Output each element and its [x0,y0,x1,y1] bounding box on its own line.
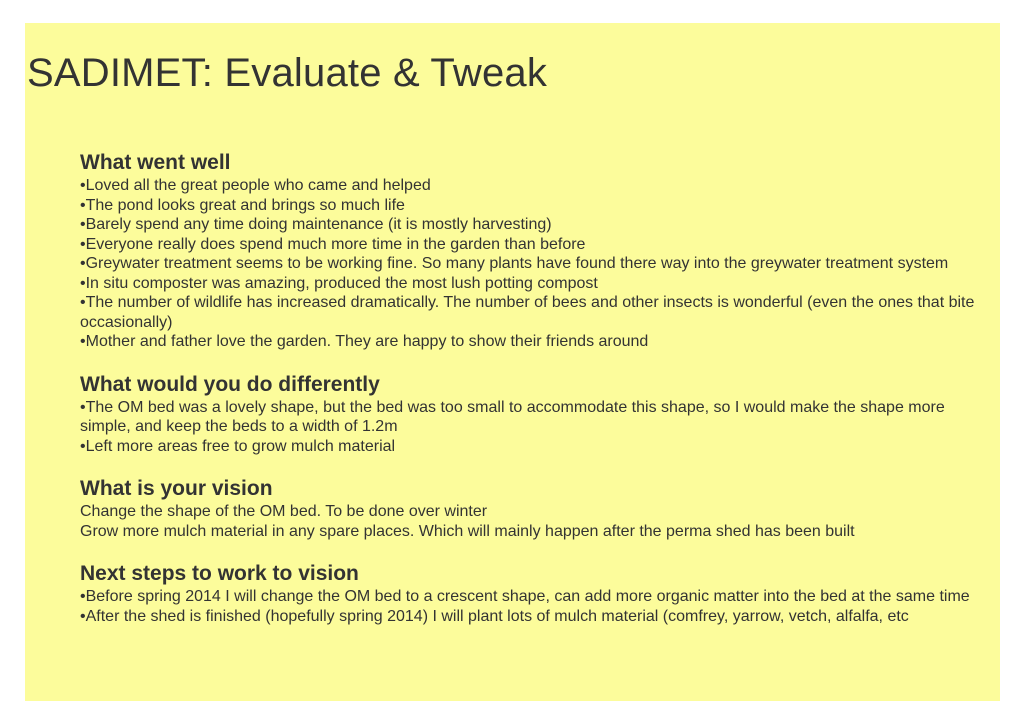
bullet-item: • The number of wildlife has increased dramatically. The number of bees and other insects is wonderful (even the ones that bite occasionally) [80,293,986,332]
text-line: Grow more mulch material in any spare places. Which will mainly happen after the perma shed has been built [80,522,855,540]
bullet-item: • Left more areas free to grow mulch material [80,437,986,457]
section-what-went-well [80,150,986,352]
bullet-item: • Loved all the great people who came and helped [80,176,986,196]
section-items [80,502,986,541]
section-items [80,176,986,352]
bullet-item: • Mother and father love the garden. They are happy to show their friends around [80,332,986,352]
bullet-item: • Everyone really does spend much more time in the garden than before [80,235,986,255]
section-what-is-your-vision [80,476,986,541]
bullet-item: • After the shed is finished (hopefully spring 2014) I will plant lots of mulch material (comfrey, yarrow, vetch, alfalfa, etc [80,607,986,627]
section-heading: What went well [80,151,231,174]
section-heading: Next steps to work to vision [80,562,359,585]
bullet-item: • Before spring 2014 I will change the OM bed to a crescent shape, can add more organic matter into the bed at the same time [80,587,986,607]
slide-body [80,150,986,626]
text-line: Change the shape of the OM bed. To be done over winter [80,503,488,520]
section-heading: What would you do differently [80,372,380,396]
section-what-would-you-do-differently [80,372,986,457]
section-next-steps-to-work-to-vision [80,561,986,626]
section-items [80,398,986,457]
bullet-item: • The OM bed was a lovely shape, but the bed was too small to accommodate this shape, so I would make the shape more simple, and keep the beds to a width of 1.2m [80,398,986,437]
bullet-item: • In situ composter was amazing, produced the most lush potting compost [80,274,986,294]
section-heading: What is your vision [80,477,273,500]
bullet-item: • Barely spend any time doing maintenance (it is mostly harvesting) [80,215,986,235]
section-items [80,587,986,626]
slide [25,23,1000,701]
slide-title: SADIMET: Evaluate & Tweak [27,51,548,95]
bullet-item: • The pond looks great and brings so much life [80,196,986,216]
bullet-item: • Greywater treatment seems to be working fine. So many plants have found there way into the greywater treatment system [80,254,986,274]
